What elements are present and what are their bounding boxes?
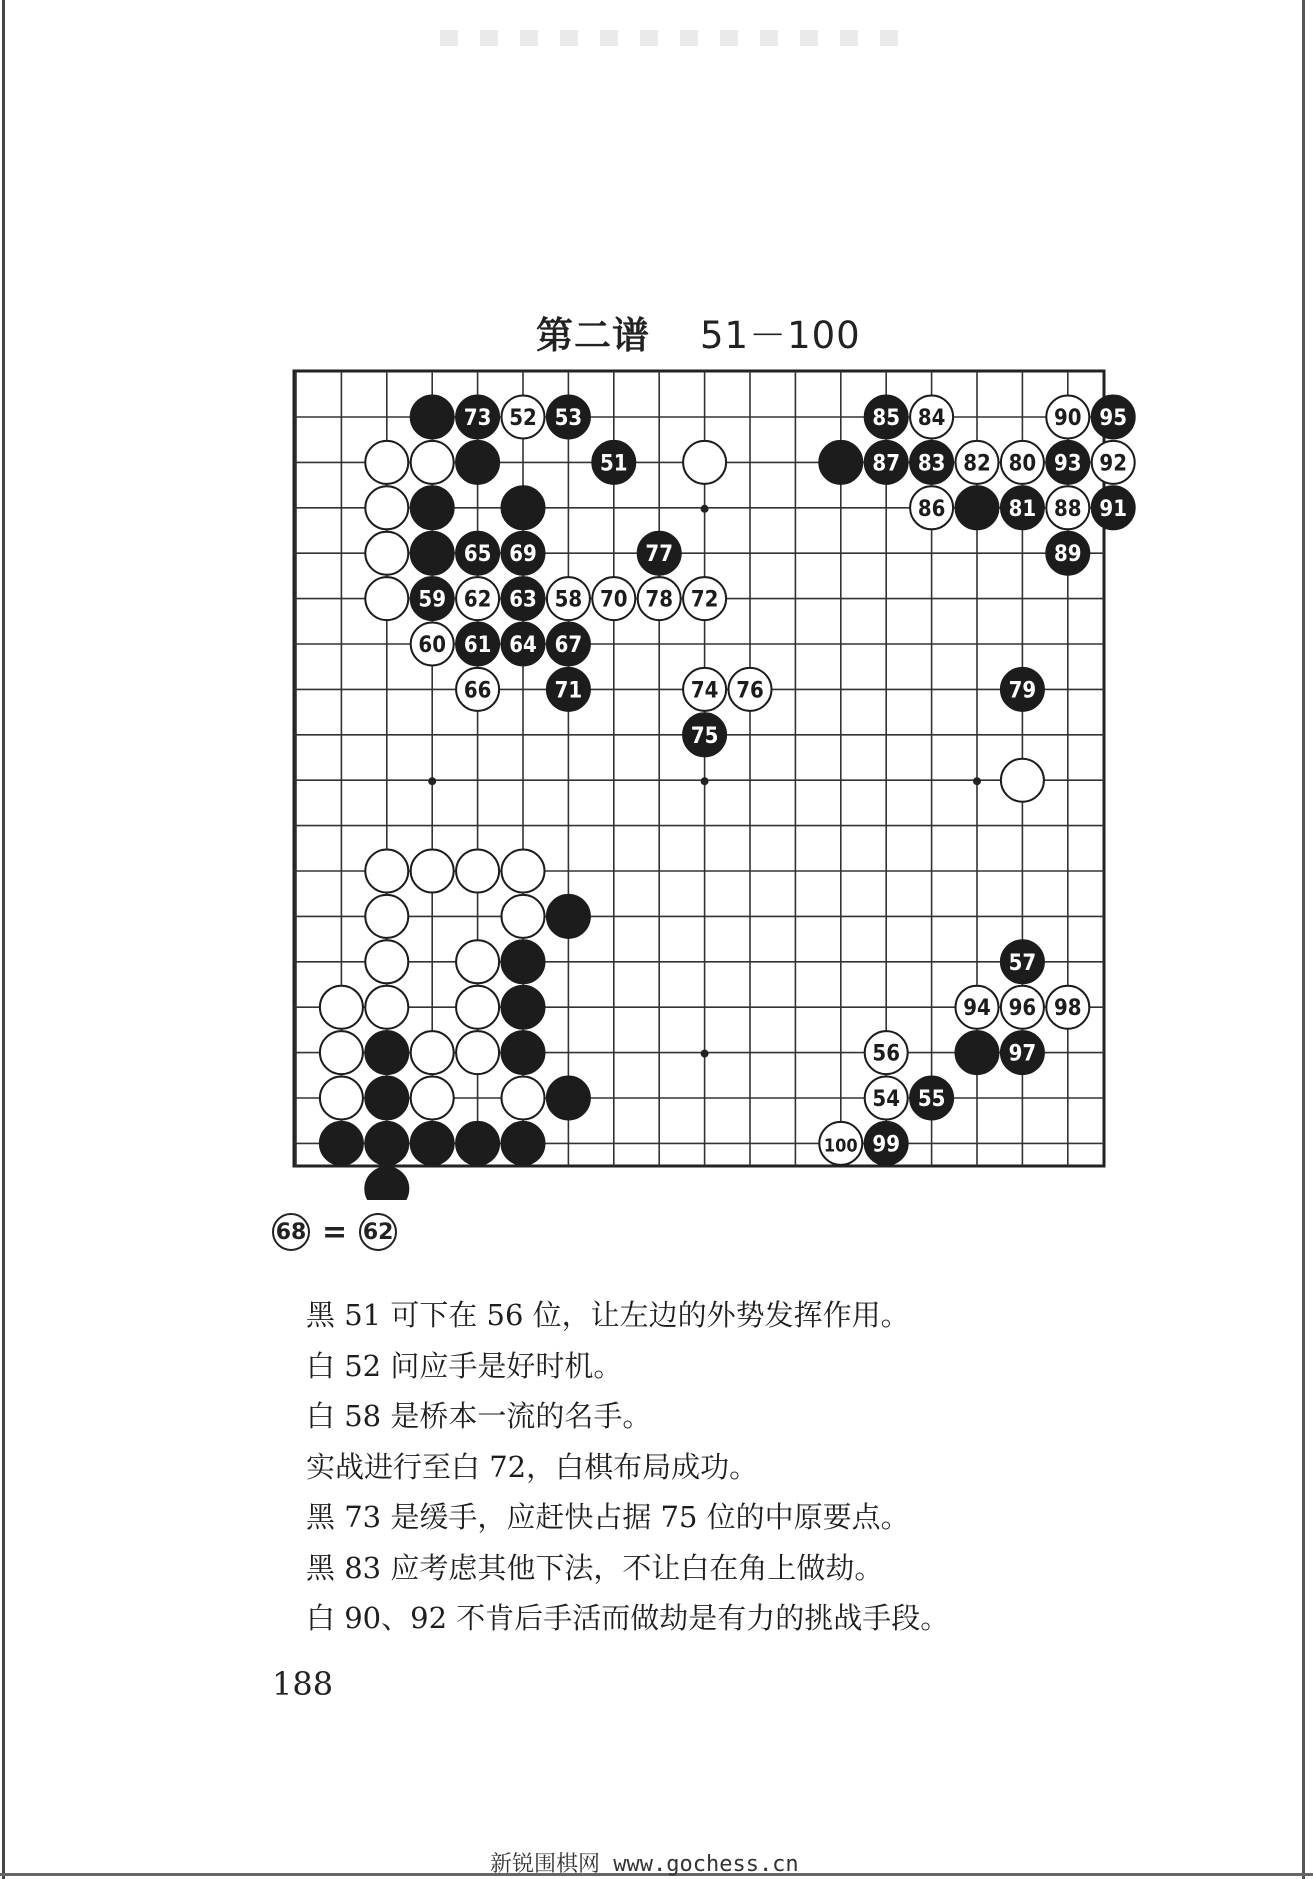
stone-disc: [365, 1077, 408, 1120]
stone-disc: [547, 895, 590, 938]
diagram-move-range: 51－100: [700, 314, 861, 357]
stone-disc: [365, 940, 408, 983]
stone-disc: [502, 895, 545, 938]
footnote-stone-68: 68: [272, 1213, 310, 1251]
white-stone-98: [1046, 986, 1089, 1029]
move-number: 80: [1008, 451, 1037, 477]
white-stone: [456, 1031, 499, 1074]
white-stone: [502, 895, 545, 938]
stone-disc: [502, 940, 545, 983]
move-number: 57: [1008, 950, 1037, 976]
white-stone: [411, 1031, 454, 1074]
move-number: 88: [1054, 496, 1082, 522]
black-stone: [411, 1122, 454, 1165]
white-stone-100: [819, 1122, 862, 1165]
move-number: 60: [418, 633, 446, 658]
move-number: 77: [645, 542, 673, 568]
white-stone: [365, 850, 408, 893]
black-stone-83: [910, 441, 953, 484]
black-stone-63: [502, 577, 545, 620]
footnote: [272, 1208, 397, 1256]
black-stone-89: [1046, 532, 1089, 575]
move-number: 55: [917, 1087, 946, 1112]
white-stone: [411, 1077, 454, 1120]
move-number: 61: [463, 633, 492, 658]
black-stone: [502, 940, 545, 983]
stone-disc: [411, 1122, 454, 1165]
commentary-line: 黑 51 可下在 56 位，让左边的外势发挥作用。: [306, 1298, 910, 1332]
white-stone-84: [910, 396, 953, 439]
black-stone-97: [1001, 1031, 1044, 1074]
white-stone: [365, 986, 408, 1029]
black-stone-64: [502, 623, 545, 666]
white-stone-94: [956, 986, 999, 1029]
move-number: 74: [690, 678, 719, 704]
move-number: 86: [917, 496, 946, 522]
star-point: [701, 1050, 709, 1058]
stone-disc: [411, 396, 454, 439]
black-stone: [411, 486, 454, 529]
stone-disc: [320, 1077, 363, 1120]
black-stone: [365, 1031, 408, 1074]
black-stone-93: [1046, 441, 1089, 484]
stone-disc: [365, 1031, 408, 1074]
white-stone-56: [865, 1031, 908, 1074]
stone-disc: [411, 1077, 454, 1120]
black-stone-65: [456, 532, 499, 575]
stone-disc: [456, 1031, 499, 1074]
stone-disc: [956, 1031, 999, 1074]
white-stone: [502, 850, 545, 893]
white-stone: [320, 1031, 363, 1074]
black-stone: [365, 1122, 408, 1165]
move-number: 89: [1054, 542, 1082, 568]
move-number: 98: [1054, 996, 1082, 1022]
commentary-line: 实战进行至白 72，白棋布局成功。: [306, 1449, 759, 1484]
stone-disc: [411, 850, 454, 893]
black-stone: [547, 1077, 590, 1120]
star-point: [428, 777, 436, 785]
move-number: 83: [917, 451, 946, 477]
white-stone: [456, 850, 499, 893]
move-number: 59: [418, 587, 446, 613]
stone-disc: [819, 441, 862, 484]
black-stone-95: [1092, 396, 1135, 439]
move-number: 71: [554, 678, 583, 704]
black-stone: [365, 1167, 408, 1200]
black-stone-51: [592, 441, 635, 484]
black-stone: [411, 396, 454, 439]
move-number: 66: [463, 678, 492, 704]
white-stone-66: [456, 668, 499, 711]
white-stone-88: [1046, 486, 1089, 529]
move-number: 78: [645, 587, 673, 613]
white-stone: [683, 441, 726, 484]
move-number: 95: [1099, 406, 1127, 431]
white-stone-54: [865, 1077, 908, 1120]
black-stone-81: [1001, 486, 1044, 529]
black-stone: [502, 986, 545, 1029]
move-number: 99: [872, 1132, 900, 1158]
commentary-line: 黑 83 应考虑其他下法，不让白在角上做劫。: [306, 1550, 884, 1585]
diagram-title-text: 第二谱: [536, 314, 650, 357]
move-number: 72: [690, 587, 719, 613]
white-stone: [365, 441, 408, 484]
stone-disc: [365, 986, 408, 1029]
white-stone-58: [547, 577, 590, 620]
move-number: 76: [736, 678, 764, 704]
move-number: 67: [554, 633, 583, 658]
white-stone-76: [729, 668, 772, 711]
stone-disc: [456, 1122, 499, 1165]
black-stone-79: [1001, 668, 1044, 711]
black-stone-99: [865, 1122, 908, 1165]
black-stone-55: [910, 1077, 953, 1120]
black-stone: [320, 1122, 363, 1165]
white-stone-96: [1001, 986, 1044, 1029]
white-stone: [365, 940, 408, 983]
commentary-line: 白 90、92 不肯后手活而做劫是有力的挑战手段。: [306, 1601, 950, 1635]
stone-disc: [456, 850, 499, 893]
black-stone: [502, 1122, 545, 1165]
black-stone-67: [547, 623, 590, 666]
stone-disc: [683, 441, 726, 484]
black-stone: [502, 486, 545, 529]
move-number: 81: [1008, 496, 1037, 522]
move-number: 53: [554, 406, 583, 431]
stone-disc: [502, 850, 545, 893]
white-stone: [320, 986, 363, 1029]
commentary-line: 白 58 是桥本一流的名手。: [306, 1399, 652, 1433]
move-number: 69: [509, 542, 537, 568]
white-stone: [365, 486, 408, 529]
move-number: 91: [1099, 496, 1127, 522]
footnote-equals: =: [322, 1214, 348, 1250]
white-stone-62: [456, 577, 499, 620]
move-number: 97: [1008, 1041, 1037, 1067]
stone-disc: [411, 1031, 454, 1074]
black-stone: [956, 1031, 999, 1074]
black-stone-75: [683, 713, 726, 756]
stone-disc: [365, 850, 408, 893]
white-stone-86: [910, 486, 953, 529]
stone-disc: [547, 1077, 590, 1120]
white-stone-52: [502, 396, 545, 439]
white-stone: [365, 532, 408, 575]
stone-disc: [411, 441, 454, 484]
white-stone: [320, 1077, 363, 1120]
white-stone: [365, 895, 408, 938]
commentary: [306, 1290, 1126, 1644]
stone-disc: [502, 1031, 545, 1074]
move-number: 63: [509, 587, 537, 613]
white-stone-92: [1092, 441, 1135, 484]
white-stone: [502, 1077, 545, 1120]
commentary-line: 白 52 问应手是好时机。: [306, 1348, 623, 1383]
white-stone: [456, 940, 499, 983]
white-stone: [365, 577, 408, 620]
move-number: 73: [463, 406, 492, 431]
stone-disc: [456, 986, 499, 1029]
black-stone-59: [411, 577, 454, 620]
move-number: 94: [963, 996, 991, 1022]
white-stone-74: [683, 668, 726, 711]
stone-disc: [502, 1122, 545, 1165]
move-number: 82: [963, 451, 991, 477]
site-watermark: 新锐围棋网 www.gochess.cn: [490, 1852, 799, 1877]
white-stone: [411, 441, 454, 484]
black-stone-53: [547, 396, 590, 439]
black-stone-69: [502, 532, 545, 575]
stone-disc: [456, 441, 499, 484]
black-stone: [456, 1122, 499, 1165]
black-stone-61: [456, 623, 499, 666]
stone-disc: [1001, 759, 1044, 802]
move-number: 96: [1008, 996, 1037, 1022]
stone-disc: [365, 1167, 408, 1200]
page-number: 188: [272, 1665, 334, 1703]
star-point: [973, 777, 981, 785]
black-stone: [365, 1077, 408, 1120]
white-stone-80: [1001, 441, 1044, 484]
star-point: [701, 777, 709, 785]
move-number: 85: [872, 406, 900, 431]
commentary-line: 黑 73 是缓手，应赶快占据 75 位的中原要点。: [306, 1500, 910, 1534]
white-stone-70: [592, 577, 635, 620]
move-number: 87: [872, 451, 900, 477]
stone-disc: [456, 940, 499, 983]
move-number: 52: [509, 406, 537, 431]
black-stone: [956, 486, 999, 529]
move-number: 62: [463, 587, 492, 613]
move-number: 56: [872, 1041, 900, 1067]
move-number: 75: [690, 723, 719, 749]
footnote-stone-62: 62: [359, 1213, 397, 1251]
move-number: 79: [1008, 678, 1037, 704]
stone-disc: [502, 486, 545, 529]
stone-disc: [411, 486, 454, 529]
stone-disc: [502, 986, 545, 1029]
stone-disc: [956, 486, 999, 529]
move-number: 93: [1054, 451, 1082, 477]
move-number: 92: [1099, 451, 1127, 477]
move-number: 54: [872, 1087, 900, 1112]
stone-disc: [365, 486, 408, 529]
black-stone: [411, 532, 454, 575]
stone-disc: [365, 895, 408, 938]
white-stone-90: [1046, 396, 1089, 439]
stone-disc: [365, 577, 408, 620]
white-stone-78: [638, 577, 681, 620]
black-stone-71: [547, 668, 590, 711]
stone-disc: [411, 532, 454, 575]
black-stone-57: [1001, 940, 1044, 983]
move-number: 58: [554, 587, 583, 613]
black-stone: [502, 1031, 545, 1074]
white-stone-72: [683, 577, 726, 620]
stone-disc: [502, 1077, 545, 1120]
stone-disc: [365, 532, 408, 575]
black-stone: [456, 441, 499, 484]
white-stone: [1001, 759, 1044, 802]
black-stone-87: [865, 441, 908, 484]
move-number: 90: [1054, 406, 1082, 431]
star-point: [701, 505, 709, 513]
black-stone: [547, 895, 590, 938]
stone-disc: [320, 1031, 363, 1074]
black-stone-91: [1092, 486, 1135, 529]
white-stone: [456, 986, 499, 1029]
stone-disc: [365, 441, 408, 484]
move-number: 51: [600, 451, 628, 477]
move-number: 84: [917, 406, 946, 431]
white-stone-82: [956, 441, 999, 484]
move-number: 70: [600, 587, 628, 613]
white-stone-60: [411, 623, 454, 666]
move-number: 64: [509, 633, 537, 658]
black-stone-77: [638, 532, 681, 575]
stone-disc: [320, 1122, 363, 1165]
stone-disc: [320, 986, 363, 1029]
stone-disc: [365, 1122, 408, 1165]
move-number: 100: [823, 1135, 858, 1157]
white-stone: [411, 850, 454, 893]
move-number: 65: [463, 542, 492, 568]
black-stone-73: [456, 396, 499, 439]
black-stone: [819, 441, 862, 484]
black-stone-85: [865, 396, 908, 439]
